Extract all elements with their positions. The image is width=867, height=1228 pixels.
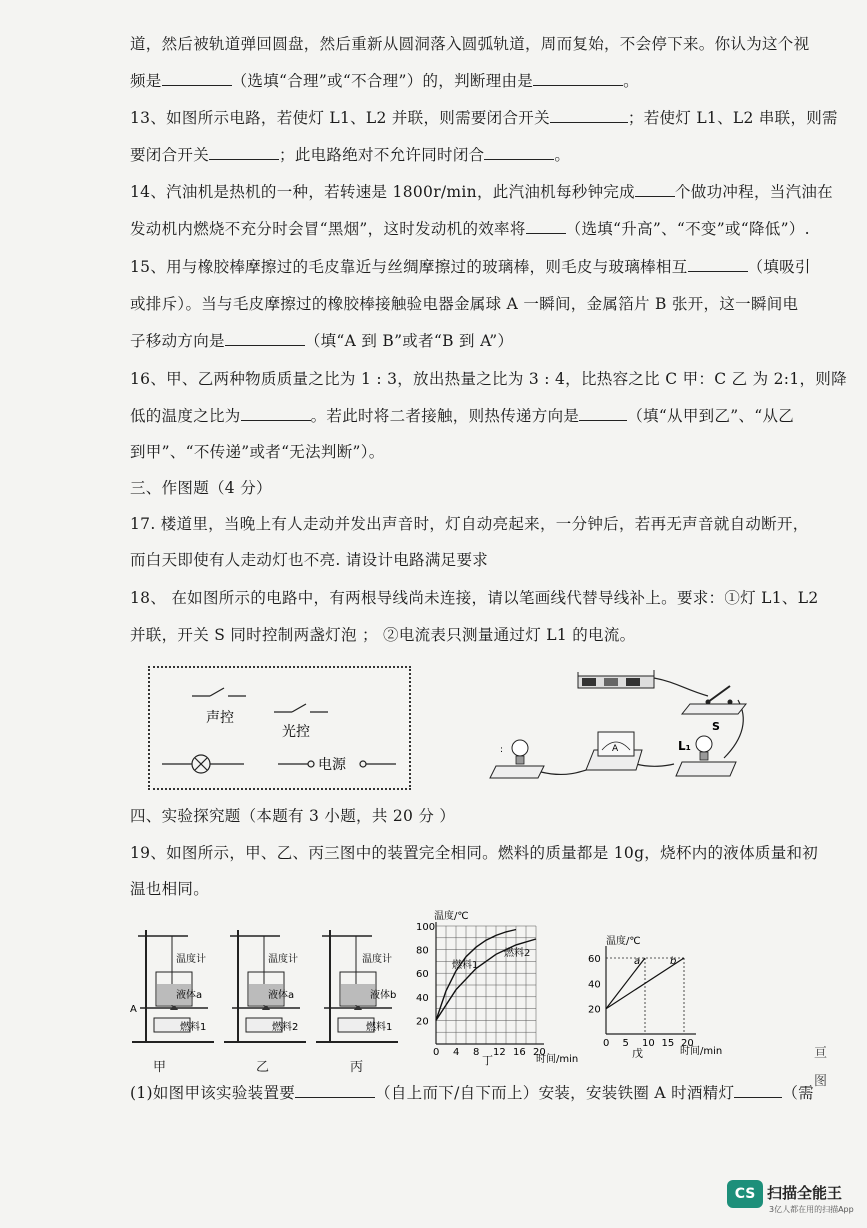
- line-text: （填吸引: [747, 258, 811, 276]
- bulb-icon: [490, 766, 544, 778]
- line-text: 子移动方向是: [130, 332, 225, 350]
- line-text: 个做功冲程，当汽油在: [674, 183, 833, 201]
- line-text: 。若此时将二者接触，则热传递方向是: [310, 407, 580, 425]
- answer-blank[interactable]: [579, 405, 627, 421]
- line-text: (1)如图甲该实验装置要: [130, 1084, 296, 1102]
- line-text: 14、汽油机是热机的一种，若转速是 1800r/min，此汽油机每秒钟完成: [130, 183, 635, 201]
- bulb-icon: [676, 762, 736, 776]
- apparatus-figures: [126, 922, 416, 1050]
- power-label: 电源: [318, 757, 346, 773]
- fuel-label: 燃料1: [366, 1022, 393, 1033]
- y-tick-label: 20: [588, 1004, 601, 1016]
- apparatus-jia: [130, 930, 214, 1042]
- x-tick-label: 0: [603, 1038, 610, 1049]
- component-symbols: [150, 668, 409, 788]
- line-text: 16、甲、乙两种物质质量之比为 1 : 3，放出热量之比为 3 : 4，比热容之比 C 甲：C 乙 为 2:1，则降: [130, 370, 847, 388]
- y-tick-label: 20: [416, 1016, 429, 1028]
- liquid-label: 液体a: [268, 990, 295, 1001]
- text-line: [130, 70, 810, 92]
- line-text: 频是: [130, 72, 162, 90]
- sound-switch-label: 声控: [206, 710, 234, 726]
- answer-blank[interactable]: [550, 107, 628, 123]
- line-text: 到甲”、“不传递”或者“无法判断”）。: [130, 443, 385, 461]
- y-axis-label: 温度/℃: [434, 911, 469, 922]
- answer-blank[interactable]: [734, 1082, 782, 1098]
- line-text: （填“A 到 B”或者“B 到 A”）: [304, 332, 514, 350]
- line-text: ；若使灯 L1、L2 串联，则需: [627, 109, 838, 127]
- line-text: 道，然后被轨道弹回圆盘，然后重新从圆洞落入圆弧轨道，周而复始，不会停下来。你认为这个视: [130, 35, 810, 53]
- ring-label: A: [130, 1004, 137, 1015]
- edge-char: 图: [814, 1074, 828, 1089]
- y-tick-label: 40: [588, 979, 601, 991]
- switch-icon: [682, 704, 746, 714]
- text-line: [130, 549, 810, 571]
- line-text: ；此电路绝对不允许同时闭合: [279, 146, 485, 164]
- caption-bing: 丙: [350, 1060, 364, 1075]
- answer-blank[interactable]: [225, 330, 305, 346]
- text-line: [130, 878, 810, 900]
- text-line: [130, 256, 810, 278]
- line-text: 发动机内燃烧不充分时会冒“黑烟”，这时发动机的效率将: [130, 220, 526, 238]
- thermometer-label: 温度计: [362, 954, 392, 965]
- line-text: （选填“升高”、“不变”或“降低”）.: [565, 220, 810, 238]
- section-heading: [130, 805, 810, 827]
- switch-label: S: [712, 720, 720, 733]
- caption-jia: 甲: [153, 1060, 167, 1075]
- answer-blank[interactable]: [533, 70, 623, 86]
- chart-wu: [584, 930, 734, 1058]
- line-text: 或排斥）。当与毛皮摩擦过的橡胶棒接触验电器金属球 A 一瞬间，金属箔片 B 张开，这一瞬间电: [130, 295, 799, 313]
- line-text: 19、如图所示，甲、乙、丙三图中的装置完全相同。燃料的质量都是 10g，烧杯内的液体质量和初: [130, 844, 819, 862]
- text-line: [130, 441, 810, 463]
- x-tick-label: 8: [473, 1047, 480, 1058]
- answer-blank[interactable]: [484, 144, 554, 160]
- line-text: 温也相同。: [130, 880, 210, 898]
- line-text: （自上而下/自下而上）安装，安装铁圈 A 时酒精灯: [375, 1084, 735, 1102]
- section-heading: [130, 477, 810, 499]
- chart-caption: 戊: [632, 1047, 643, 1058]
- x-tick-label: 12: [493, 1047, 506, 1058]
- x-axis-label: 时间/min: [536, 1054, 579, 1065]
- physical-circuit: [486, 668, 756, 792]
- caption-yi: 乙: [256, 1060, 270, 1075]
- apparatus-yi: [224, 930, 306, 1042]
- line-text: （需: [782, 1084, 814, 1102]
- fuel-label: 燃料2: [272, 1022, 299, 1033]
- line-text: 15、用与橡胶棒摩擦过的毛皮靠近与丝绸摩擦过的玻璃棒，则毛皮与玻璃棒相互: [130, 258, 688, 276]
- liquid-label: 液体a: [176, 990, 203, 1001]
- answer-blank[interactable]: [526, 218, 566, 234]
- fuel-label: 燃料1: [180, 1022, 207, 1033]
- line-text: 要闭合开关: [130, 146, 210, 164]
- y-tick-label: 60: [416, 969, 429, 981]
- answer-blank[interactable]: [635, 181, 675, 197]
- text-line: [130, 218, 810, 240]
- text-line: [130, 181, 833, 203]
- scanner-watermark: [727, 1180, 857, 1220]
- light-switch-label: 光控: [282, 724, 310, 740]
- text-line: [130, 293, 810, 315]
- series-line-b: [606, 958, 684, 1009]
- svg-text::: :: [500, 745, 504, 755]
- line-text: 13、如图所示电路，若使灯 L1、L2 并联，则需要闭合开关: [130, 109, 550, 127]
- x-tick-label: 15: [661, 1038, 675, 1049]
- text-line: [130, 33, 810, 55]
- series-line-a: [606, 958, 645, 1009]
- answer-blank[interactable]: [209, 144, 279, 160]
- text-line: [130, 107, 838, 129]
- line-text: 而白天即使有人走动灯也不亮. 请设计电路满足要求: [130, 551, 489, 569]
- chart-ding: [408, 906, 588, 1066]
- line-text: （填“从甲到乙”、“从乙: [627, 407, 795, 425]
- line-text: 三、作图题（4 分）: [130, 479, 272, 497]
- x-tick-label: 20: [533, 1047, 546, 1058]
- x-tick-label: 5: [622, 1038, 629, 1049]
- edge-char: 亘: [814, 1046, 828, 1061]
- scanner-tagline: 3亿人都在用的扫描App: [769, 1205, 854, 1214]
- scanner-name: 扫描全能王: [767, 1184, 843, 1202]
- text-line: [130, 330, 810, 352]
- text-line: [130, 587, 819, 609]
- line-text: 。: [623, 72, 639, 90]
- lamp-l1-label: L₁: [678, 739, 691, 753]
- line-text: （选填“合理”或“不合理”）的，判断理由是: [231, 72, 534, 90]
- line-text: 。: [554, 146, 571, 164]
- y-tick-label: 80: [416, 945, 429, 957]
- y-tick-label: 100: [416, 922, 436, 933]
- apparatus-bing: [316, 930, 398, 1042]
- answer-blank[interactable]: [162, 70, 232, 86]
- line-text: 18、 在如图所示的电路中，有两根导线尚未连接，请以笔画线代替导线补上。要求：①灯 L1、L2: [130, 589, 819, 607]
- scanner-logo-icon: CS: [727, 1180, 763, 1208]
- text-line: [130, 368, 847, 390]
- text-line: [130, 513, 810, 535]
- x-tick-label: 0: [433, 1047, 440, 1058]
- point-label-a: a: [634, 956, 641, 967]
- text-line: [130, 405, 810, 427]
- text-line: [130, 842, 819, 864]
- answer-blank[interactable]: [688, 256, 748, 272]
- line-text: 四、实验探究题（本题有 3 小题，共 20 分 ）: [130, 807, 456, 825]
- answer-blank[interactable]: [241, 405, 311, 421]
- x-tick-label: 10: [642, 1038, 655, 1049]
- line-text: 低的温度之比为: [130, 407, 241, 425]
- x-tick-label: 20: [681, 1038, 694, 1049]
- x-axis-label: 时间/min: [680, 1046, 723, 1057]
- text-line: [130, 144, 810, 166]
- thermometer-label: 温度计: [268, 954, 298, 965]
- thermometer-label: 温度计: [176, 954, 206, 965]
- drawing-area: [148, 666, 411, 790]
- text-line: [130, 624, 810, 646]
- line-text: 并联，开关 S 同时控制两盏灯泡 ； ②电流表只测量通过灯 L1 的电流。: [130, 626, 636, 644]
- point-label-b: b: [670, 956, 677, 967]
- liquid-label: 液体b: [370, 990, 397, 1001]
- y-axis-label: 温度/℃: [606, 936, 641, 947]
- y-tick-label: 60: [588, 954, 601, 965]
- series-label-fuel1: 燃料1: [452, 960, 479, 971]
- text-line: [130, 1082, 814, 1104]
- chart-caption: 丁: [482, 1054, 493, 1066]
- y-tick-label: 40: [416, 992, 429, 1004]
- ammeter-label: A: [612, 744, 619, 754]
- answer-blank[interactable]: [295, 1082, 375, 1098]
- x-tick-label: 16: [513, 1047, 526, 1058]
- series-label-fuel2: 燃料2: [504, 948, 531, 959]
- x-tick-label: 4: [453, 1047, 460, 1058]
- line-text: 17. 楼道里，当晚上有人走动并发出声音时，灯自动亮起来，一分钟后，若再无声音就自动断开，: [130, 515, 809, 533]
